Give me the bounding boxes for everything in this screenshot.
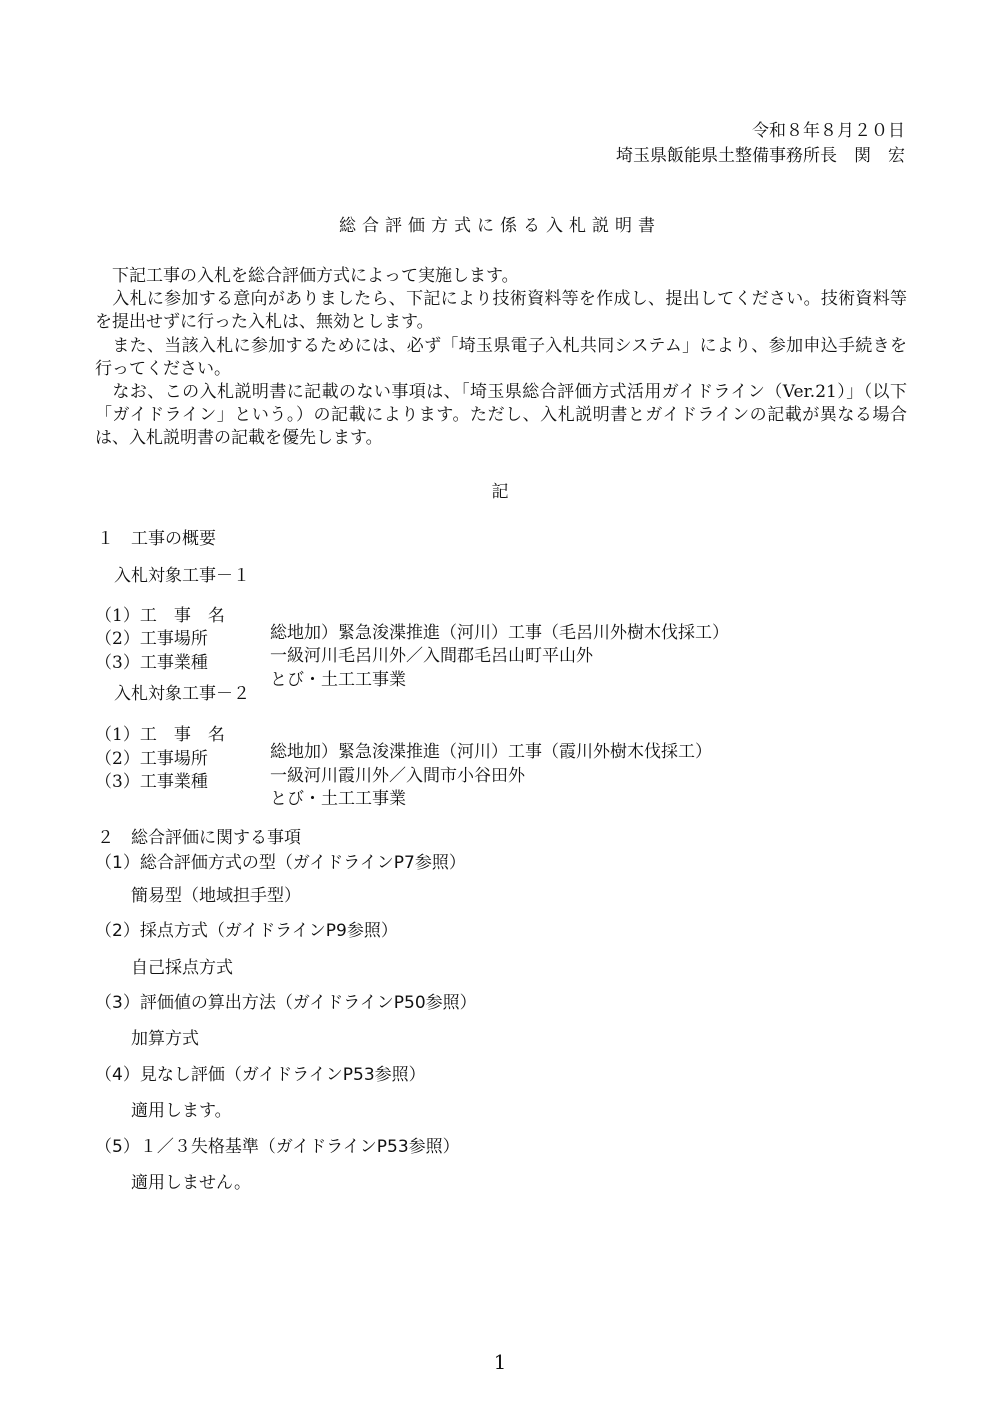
work-row-label: （3）工事業種 — [95, 772, 208, 792]
work-row-value: 一級河川霞川外／入間市小谷田外 — [270, 766, 525, 786]
work-row-label: （1）工 事 名 — [95, 606, 225, 626]
work-row-label: （2）工事場所 — [95, 749, 208, 769]
work-row-value: 総地加）緊急浚渫推進（河川）工事（霞川外樹木伐採工） — [270, 742, 712, 762]
section-heading-evaluation: ２ 総合評価に関する事項 — [97, 828, 301, 848]
work-row-value: 総地加）緊急浚渫推進（河川）工事（毛呂川外樹木伐採工） — [270, 623, 729, 643]
evaluation-item-heading: （2）採点方式（ガイドラインP9参照） — [95, 921, 398, 941]
work-row-label: （1）工 事 名 — [95, 725, 225, 745]
evaluation-item-heading: （1）総合評価方式の型（ガイドラインP7参照） — [95, 853, 466, 873]
intro-paragraph: 入札に参加する意向がありましたら、下記により技術資料等を作成し、提出してください。技術資料等を提出せずに行った入札は、無効とします。 — [95, 289, 907, 333]
work-row-value: 一級河川毛呂川外／入間郡毛呂山町平山外 — [270, 646, 593, 666]
work-row-value: とび・土工工事業 — [270, 789, 406, 809]
work-label: 入札対象工事－１ — [114, 566, 250, 586]
evaluation-item-value: 加算方式 — [131, 1029, 199, 1049]
issue-date: 令和８年８月２０日 — [752, 121, 905, 141]
evaluation-item-value: 適用します。 — [131, 1101, 232, 1121]
intro-paragraph: また、当該入札に参加するためには、必ず「埼玉県電子入札共同システム」により、参加申込手続きを行ってください。 — [95, 335, 907, 379]
section-heading-overview: １ 工事の概要 — [97, 529, 216, 549]
intro-paragraph: なお、この入札説明書に記載のない事項は、「埼玉県総合評価方式活用ガイドライン（Ver.21）」（以下「ガイドライン」という。）の記載によります。ただし、入札説明書とガイドラインの記載が異なる場合は、入札説明書の記載を優先します。 — [95, 382, 907, 449]
work-row-label: （3）工事業種 — [95, 653, 208, 673]
intro-paragraphs — [95, 265, 907, 451]
work-row-label: （2）工事場所 — [95, 629, 208, 649]
evaluation-item-heading: （4）見なし評価（ガイドラインP53参照） — [95, 1065, 426, 1085]
evaluation-item-value: 簡易型（地域担手型） — [131, 886, 301, 906]
document-title: 総合評価方式に係る入札説明書 — [339, 216, 661, 236]
work-row-value: とび・土工工事業 — [270, 670, 406, 690]
issuer-name: 埼玉県飯能県土整備事務所長 関 宏 — [616, 146, 905, 166]
evaluation-item-heading: （5）１／３失格基準（ガイドラインP53参照） — [95, 1137, 460, 1157]
work-row — [95, 757, 895, 809]
ki-marker: 記 — [491, 482, 509, 502]
evaluation-item-value: 適用しません。 — [131, 1173, 252, 1193]
intro-paragraph: 下記工事の入札を総合評価方式によって実施します。 — [95, 266, 519, 286]
work-label: 入札対象工事－２ — [114, 684, 250, 704]
work-row — [95, 638, 895, 690]
evaluation-item-heading: （3）評価値の算出方法（ガイドラインP50参照） — [95, 993, 477, 1013]
evaluation-item-value: 自己採点方式 — [131, 958, 233, 978]
page-number: 1 — [493, 1350, 507, 1374]
